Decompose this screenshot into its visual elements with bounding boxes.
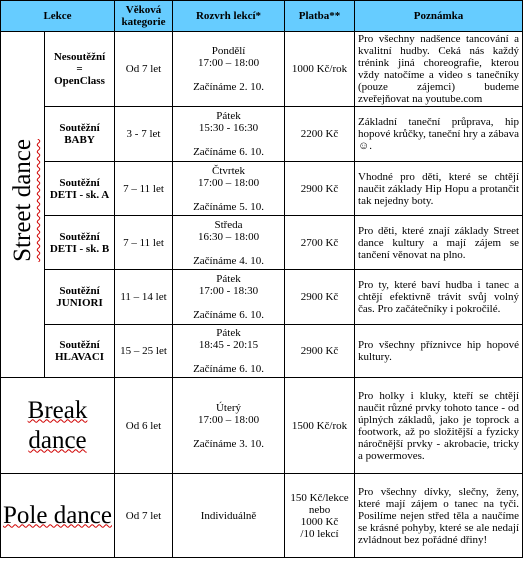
table-row — [1, 216, 523, 270]
age-category: Od 7 let — [115, 32, 173, 107]
category-street-dance — [1, 32, 45, 378]
lesson-name: Soutěžní BABY — [45, 107, 115, 162]
lesson-name: Soutěžní DETI - sk. A — [45, 162, 115, 216]
header-lekce: Lekce — [1, 1, 115, 32]
lesson-name: Soutěžní JUNIORI — [45, 270, 115, 325]
table-row — [1, 162, 523, 216]
schedule: Úterý 17:00 – 18:00 Začínáme 3. 10. — [173, 378, 285, 474]
price: 2700 Kč — [285, 216, 355, 270]
lesson-name: Soutěžní HLAVACI — [45, 325, 115, 378]
note: Pro všechny nadšence tancování a kvalitní hudby. Ceká nás každý trénink jiná choreografie, kterou vždy natočíme a video s tanečníky (pouze zájemci) budeme zveřejňovat na youtube.com — [355, 32, 523, 107]
age-category: 7 – 11 let — [115, 162, 173, 216]
schedule: Středa 16:30 – 18:00 Začínáme 4. 10. — [173, 216, 285, 270]
schedule: Pátek 18:45 - 20:15 Začínáme 6. 10. — [173, 325, 285, 378]
price: 150 Kč/lekce nebo 1000 Kč /10 lekcí — [285, 474, 355, 558]
table-row — [1, 378, 523, 474]
table-row — [1, 32, 523, 107]
note: Pro ty, které baví hudba i tanec a chtějí efektivně trávit svůj volný čas. Pro začátečníky i pokročilé. — [355, 270, 523, 325]
price: 2900 Kč — [285, 162, 355, 216]
schedule: Pátek 17:00 - 18:30 Začínáme 6. 10. — [173, 270, 285, 325]
age-category: 3 - 7 let — [115, 107, 173, 162]
header-schedule: Rozvrh lekcí* — [173, 1, 285, 32]
note: Pro všechny dívky, slečny, ženy, které mají zájem o tanec na tyči. Posilíme nejen střed těla a naučíme se krásné pohyby, které se ale nedají zvládnout bez pořádné dřiny! — [355, 474, 523, 558]
price: 1000 Kč/rok — [285, 32, 355, 107]
schedule: Pátek 15:30 - 16:30 Začínáme 6. 10. — [173, 107, 285, 162]
age-category: 11 – 14 let — [115, 270, 173, 325]
note: Pro všechny příznivce hip hopové kultury. — [355, 325, 523, 378]
category-street-dance-label: Street dance — [8, 139, 36, 262]
note: Základní taneční průprava, hip hopové krůčky, taneční hry a zábava ☺. — [355, 107, 523, 162]
age-category: 15 – 25 let — [115, 325, 173, 378]
schedule: Individuálně — [173, 474, 285, 558]
age-category: 7 – 11 let — [115, 216, 173, 270]
category-pole-dance-label: Pole dance — [3, 501, 112, 529]
age-category: Od 6 let — [115, 378, 173, 474]
category-break-dance-label: Break dance — [27, 396, 88, 454]
price: 2200 Kč — [285, 107, 355, 162]
price: 2900 Kč — [285, 270, 355, 325]
schedule: Pondělí 17:00 – 18:00 Začínáme 2. 10. — [173, 32, 285, 107]
table-row — [1, 107, 523, 162]
header-age-category: Věková kategorie — [115, 1, 173, 32]
category-pole-dance — [1, 474, 115, 558]
age-category: Od 7 let — [115, 474, 173, 558]
price: 2900 Kč — [285, 325, 355, 378]
header-payment: Platba** — [285, 1, 355, 32]
note: Vhodné pro děti, které se chtějí naučit základy Hip Hopu a protančit tak nejedny boty. — [355, 162, 523, 216]
lesson-name: Nesoutěžní = OpenClass — [45, 32, 115, 107]
header-row — [1, 1, 523, 32]
category-break-dance — [1, 378, 115, 474]
note: Pro děti, které znají základy Street dance kultury a mají zájem se tančení věnovat na plno. — [355, 216, 523, 270]
lesson-name: Soutěžní DETI - sk. B — [45, 216, 115, 270]
price: 1500 Kč/rok — [285, 378, 355, 474]
header-note: Poznámka — [355, 1, 523, 32]
schedule: Čtvrtek 17:00 – 18:00 Začínáme 5. 10. — [173, 162, 285, 216]
note: Pro holky i kluky, kteří se chtějí naučit různé prvky tohoto tance - od úplných základů, jako je toprock a footwork, až po složitější a fyzicky náročnější prvky - akrobacie, tricky a powermoves. — [355, 378, 523, 474]
table-row — [1, 325, 523, 378]
table-row — [1, 270, 523, 325]
table-row — [1, 474, 523, 558]
